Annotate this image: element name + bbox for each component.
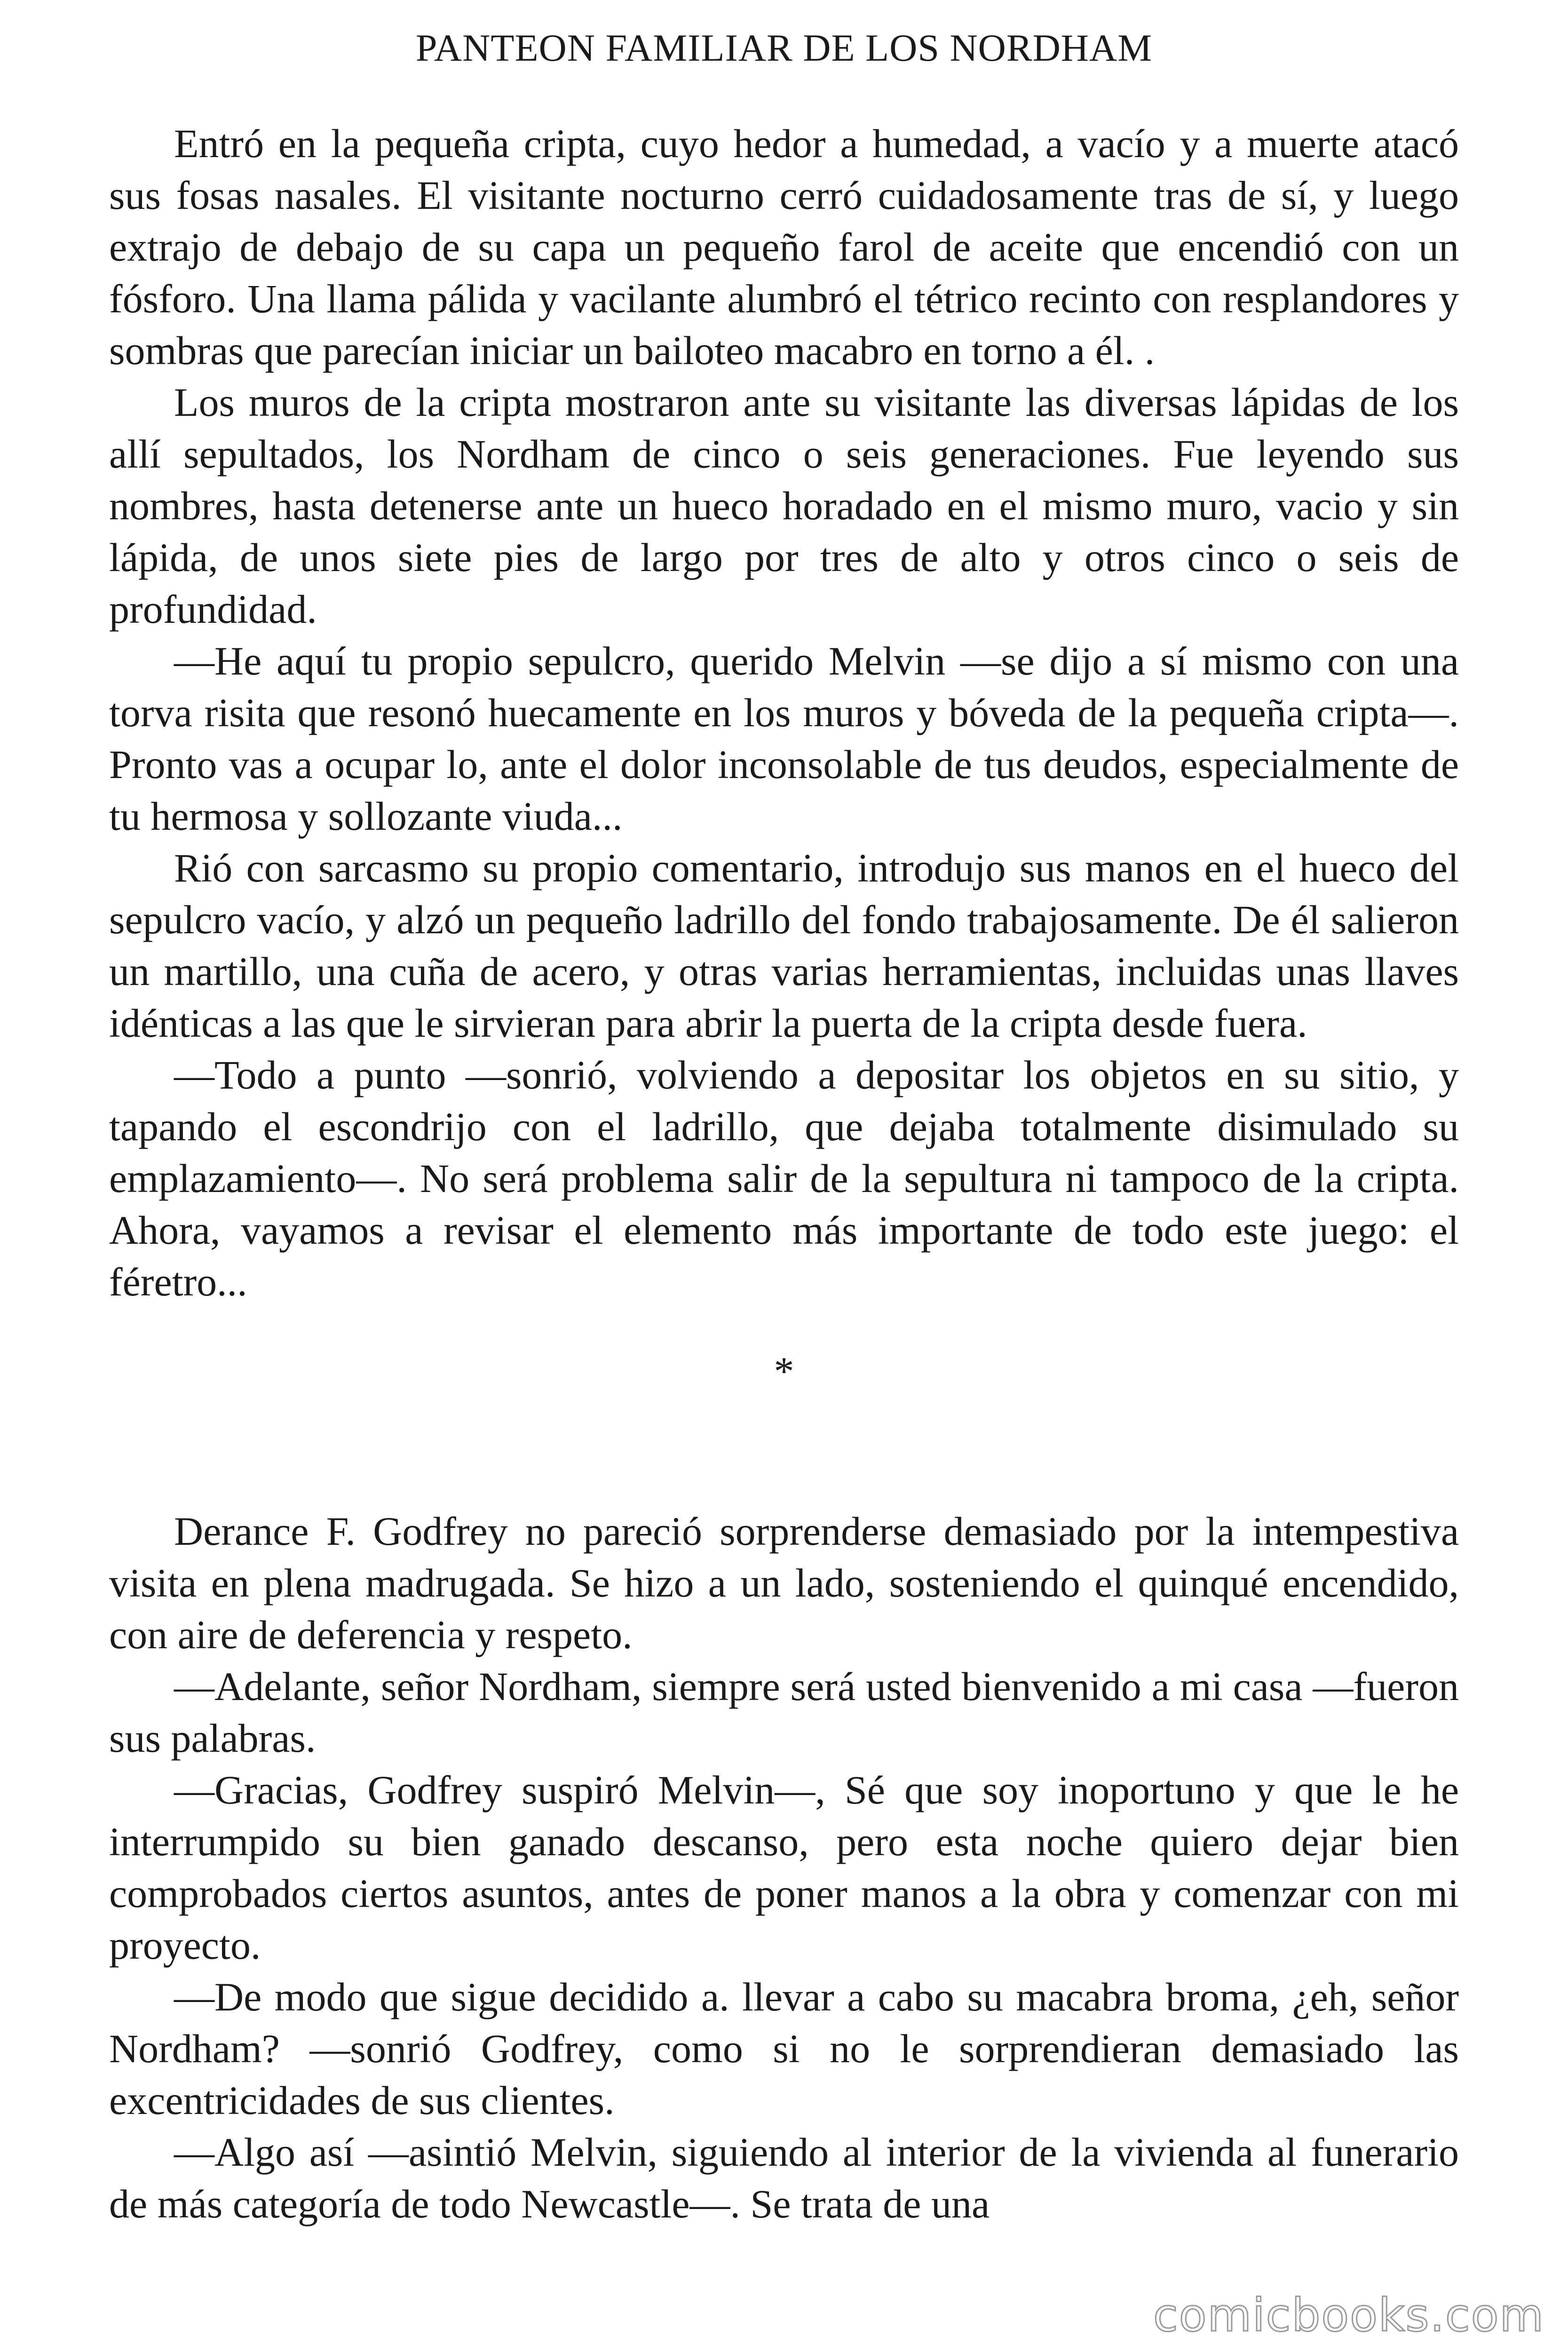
paragraph: —De modo que sigue decidido a. llevar a cabo su macabra broma, ¿eh, señor Nordham? —sonrió Godfrey, como si no le sorprendieran demasiado las excentricidades de sus clientes.: [109, 1974, 1459, 2123]
paragraph: —Todo a punto —sonrió, volviendo a depositar los objetos en su sitio, y tapando el escondrijo con el ladrillo, que dejaba totalmente disimulado su emplazamiento—. No será problema salir de la sepultura ni tampoco de la cripta. Ahora, vayamos a revisar el elemento más importante de todo este juego: el féretro...: [109, 1052, 1459, 1304]
paragraph: Los muros de la cripta mostraron ante su visitante las diversas lápidas de los allí sepultados, los Nordham de cinco o seis generaciones. Fue leyendo sus nombres, hasta detenerse ante un hueco horadado en el mismo muro, vacio y sin lápida, de unos siete pies de largo por tres de alto y otros cinco o seis de profundidad.: [109, 380, 1459, 632]
body-text: [109, 118, 1459, 2230]
paragraph: —Adelante, señor Nordham, siempre será usted bienvenido a mi casa —fueron sus palabras.: [109, 1664, 1459, 1761]
paragraph: —Algo así —asintió Melvin, siguiendo al interior de la vivienda al funerario de más categoría de todo Newcastle—. Se trata de una: [109, 2130, 1459, 2226]
paragraph: Derance F. Godfrey no pareció sorprenderse demasiado por la intempestiva visita en plena madrugada. Se hizo a un lado, sosteniendo el quinqué encendido, con aire de deferencia y respeto.: [109, 1509, 1459, 1657]
section-break: *: [774, 1349, 794, 1394]
paragraph: Rió con sarcasmo su propio comentario, introdujo sus manos en el hueco del sepulcro vacío, y alzó un pequeño ladrillo del fondo trabajosamente. De él salieron un martillo, una cuña de acero, y otras varias herramientas, incluidas unas llaves idénticas a las que le sirvieran para abrir la puerta de la cripta desde fuera.: [109, 845, 1459, 1046]
watermark: comicbooks.com: [1153, 2289, 1544, 2342]
paragraph: —He aquí tu propio sepulcro, querido Melvin —se dijo a sí mismo con una torva risita que resonó huecamente en los muros y bóveda de la pequeña cripta—. Pronto vas a ocupar lo, ante el dolor inconsolable de tus deudos, especialmente de tu hermosa y sollozante viuda...: [109, 638, 1459, 839]
paragraph: Entró en la pequeña cripta, cuyo hedor a humedad, a vacío y a muerte atacó sus fosas nasales. El visitante nocturno cerró cuidadosamente tras de sí, y luego extrajo de debajo de su capa un pequeño farol de aceite que encendió con un fósforo. Una llama pálida y vacilante alumbró el tétrico recinto con resplandores y sombras que parecían iniciar un bailoteo macabro en torno a él. .: [109, 121, 1459, 373]
paragraph: —Gracias, Godfrey suspiró Melvin—, Sé que soy inoportuno y que le he interrumpido su bien ganado descanso, pero esta noche quiero dejar bien comprobados ciertos asuntos, antes de poner manos a la obra y comenzar con mi proyecto.: [109, 1767, 1459, 1968]
chapter-heading: PANTEON FAMILIAR DE LOS NORDHAM: [415, 26, 1153, 69]
